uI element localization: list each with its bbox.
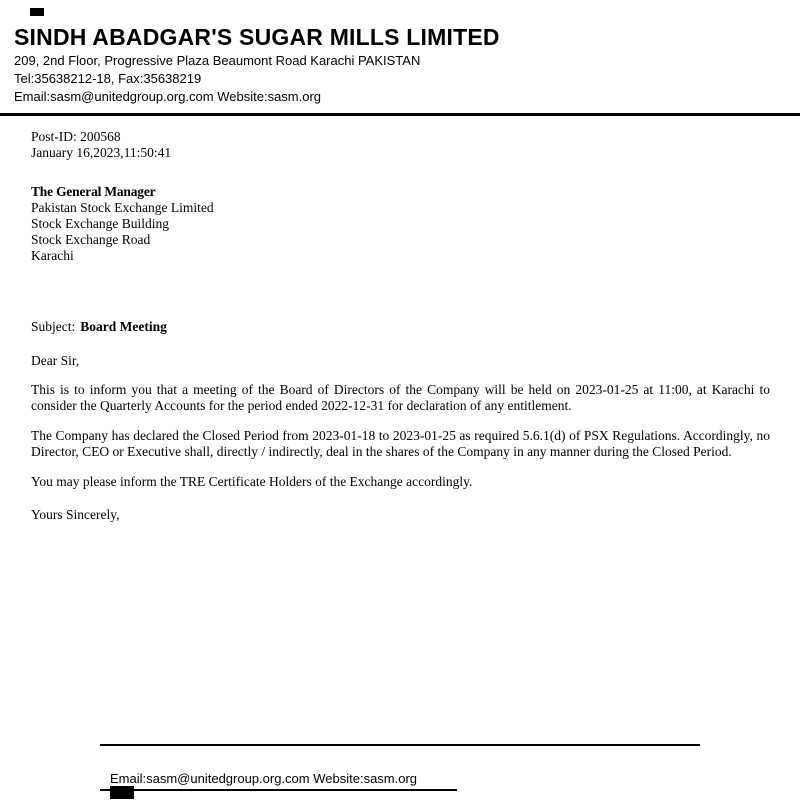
scan-artifact-bottom <box>110 786 134 799</box>
letter-body <box>0 116 800 523</box>
subject-text: Board Meeting <box>80 319 167 334</box>
paragraph-meeting-notice: This is to inform you that a meeting of the Board of Directors of the Company will be held on 2023-01-25 at 11:00, at Karachi to consider the Quarterly Accounts for the period ended 2022-12-31 for declaration of any entitlement. <box>31 382 770 413</box>
recipient-line: Stock Exchange Road <box>31 232 151 247</box>
company-email-website: Email:sasm@unitedgroup.org.com Website:sasm.org <box>14 89 322 104</box>
company-tel-fax: Tel:35638212-18, Fax:35638219 <box>14 71 202 86</box>
salutation: Dear Sir, <box>31 353 80 368</box>
post-id: Post-ID: 200568 <box>31 129 121 144</box>
company-name: SINDH ABADGAR'S SUGAR MILLS LIMITED <box>14 24 500 50</box>
recipient-line: Karachi <box>31 248 74 263</box>
closing: Yours Sincerely, <box>31 507 120 522</box>
letterhead <box>0 0 800 104</box>
paragraph-tre-notice: You may please inform the TRE Certificate Holders of the Exchange accordingly. <box>31 474 473 489</box>
subject-label: Subject: <box>31 319 76 334</box>
recipient-line: Stock Exchange Building <box>31 216 169 231</box>
subject-line <box>31 319 770 335</box>
company-address: 209, 2nd Floor, Progressive Plaza Beaumont Road Karachi PAKISTAN <box>14 53 421 68</box>
paragraph-closed-period: The Company has declared the Closed Period from 2023-01-18 to 2023-01-25 as required 5.6.1(d) of PSX Regulations. Accordingly, no Director, CEO or Executive shall, directly / indirectly, deal in the shares of the Company in any manner during the Closed Period. <box>31 428 770 459</box>
letter-datetime: January 16,2023,11:50:41 <box>31 145 172 160</box>
recipient-block <box>31 184 770 264</box>
footer-email-website: Email:sasm@unitedgroup.org.com Website:sasm.org <box>110 771 418 786</box>
recipient-line: Pakistan Stock Exchange Limited <box>31 200 214 215</box>
footer-underline <box>100 789 457 791</box>
scan-artifact-top <box>30 8 44 16</box>
footer-divider <box>100 744 700 746</box>
recipient-name: The General Manager <box>31 184 156 199</box>
